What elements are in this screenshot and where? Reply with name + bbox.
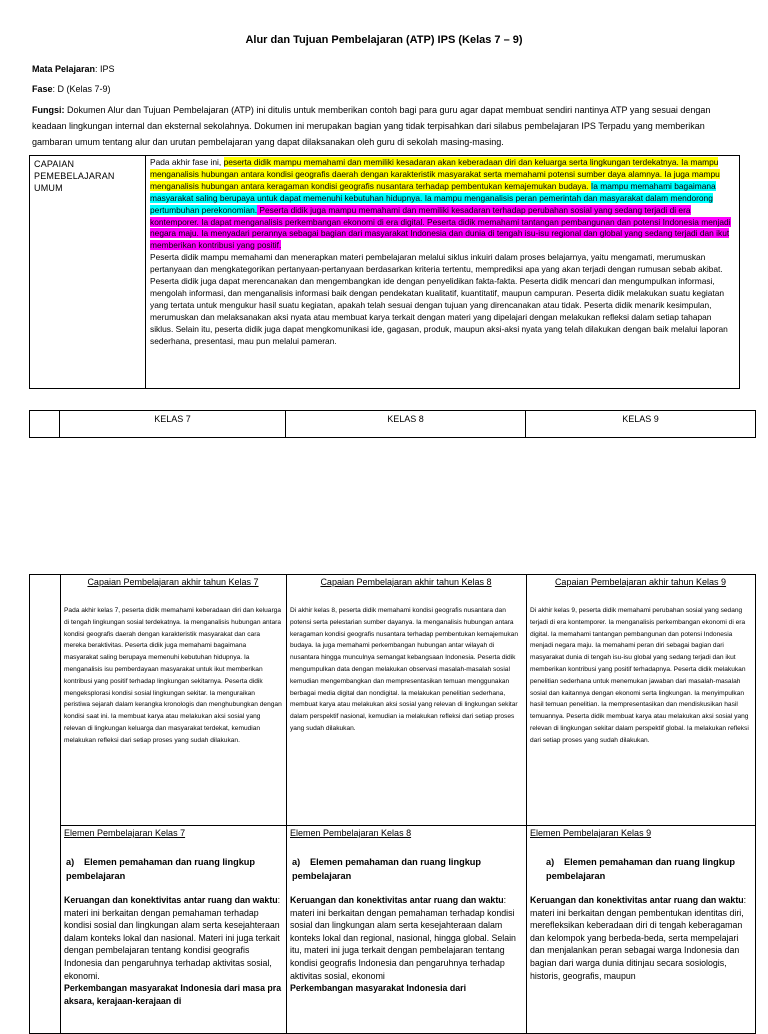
fungsi-paragraph <box>32 102 740 150</box>
elemen-kelas-7-body <box>64 894 282 1007</box>
cp-highlight-yellow: peserta didik mampu memahami dan memiliki kesadaran akan keberadaan diri dan keluarga serta lingkungan terdekatnya. Ia mampu menganalisis hubungan antara kondisi geografis daerah dengan karakteristik masyarakat serta memahami potensi sumber daya alamnya. Ia juga mampu menganalisis hubungan antara keragaman kondisi geografis nusantara terhadap pembentukan kemajemukan budaya. <box>150 157 720 191</box>
sub-text: Elemen pemahaman dan ruang lingkup pembelajaran <box>66 857 256 881</box>
sub-letter: a) <box>292 857 301 867</box>
document-title: Alur dan Tujuan Pembelajaran (ATP) IPS (Kelas 7 – 9) <box>245 34 523 46</box>
elemen-kelas-8-body <box>290 894 520 995</box>
cp-intro: Pada akhir fase ini, <box>150 157 224 167</box>
fungsi-text: Dokumen Alur dan Tujuan Pembelajaran (ATP) ini ditulis untuk memberikan contoh bagi para guru agar dapat membuat sendiri nantinya ATP yang sesuai dengan keadaan lingkungan internal dan eksternal sekolahnya. Dokumen ini merupakan bagian yang tidak terpisahkan dari silabus pembelajaran IPS Terpadu yang memberikan gambaran umum tentang alur dan urutan pembelajaran yang dapat dilaksanakan oleh guru di sekolah masing-masing. <box>32 105 711 147</box>
cp-kelas-9-heading: Capaian Pembelajaran akhir tahun Kelas 9 <box>554 577 727 587</box>
sub-letter: a) <box>546 857 555 867</box>
b2-title: Perkembangan masyarakat Indonesia dari masa pra aksara, kerajaan-kerajaan di <box>64 983 282 1006</box>
b1-text: : materi ini berkaitan dengan pemahaman terhadap kondisi sosial dan lingkungan alam serta kesejahteraan dalam konteks lokal dan nasional. Materi ini juga terkait dengan pembelajaran tentang kondisi geografis Indonesia dan pengaruhnya terhadap aktivitas sosial, ekonomi. <box>64 895 281 981</box>
cp-content <box>146 156 739 390</box>
sub-letter: a) <box>66 857 75 867</box>
cp-highlight-cyan: Ia mampu memahami bagaimana masyarakat saling berupaya untuk dapat memenuhi kebutuhan hidupnya. Ia mampu menganalisis peran pemerintah dan masyarakat dalam mendorong pertumbuhan perekonomian. <box>150 180 716 215</box>
b1-title: Keruangan dan konektivitas antar ruang dan waktu <box>290 895 504 905</box>
table-divider <box>60 575 61 1033</box>
b2-title: Perkembangan masyarakat Indonesia dari <box>290 983 467 994</box>
elemen-kelas-8-heading: Elemen Pembelajaran Kelas 8 <box>290 828 412 838</box>
cp-kelas-8-heading: Capaian Pembelajaran akhir tahun Kelas 8 <box>320 577 492 587</box>
sub-text: Elemen pemahaman dan ruang lingkup pembelajaran <box>546 857 736 881</box>
capaian-pembelajaran-table <box>29 155 740 389</box>
cp-label: CAPAIAN PEMEBELAJARAN UMUM <box>30 156 146 388</box>
fase-value: : D (Kelas 7-9) <box>52 84 111 94</box>
fase-line <box>32 84 111 94</box>
elemen-kelas-7-sub <box>66 855 280 883</box>
kelas-9-header: KELAS 9 <box>622 414 659 424</box>
elemen-kelas-9-body <box>530 894 752 982</box>
b1-text: : materi ini berkaitan dengan pembentukan identitas diri, merefleksikan keberadaan diri di tengah keberagaman dan kelompok yang berbeda-beda, serta mempelajari dan menjalankan peran sebagai warga Indonesia dan bagian dari warga dunia ditinjau secara sosiologis, historis, geografis, maupun <box>530 895 747 981</box>
cp-kelas-7-text: Pada akhir kelas 7, peserta didik memahami keberadaan diri dan keluarga di tengah lingkungan sosial terdekatnya. Ia menganalisis hubungan antara kondisi geografis daerah dengan karakteristik masyarakat dan cara mereka beraktivitas. Peserta didik juga memahami bagaimana masyarakat saling berupaya memenuhi kebutuhan hidupnya. Ia menganalisis isu pemberdayaan masyarakat untuk ikut memberikan kontribusi yang positif terhadap lingkungan sekitarnya. Peserta didik mengeksplorasi kondisi sosial lingkungan sekitar. Ia menguraikan peristiwa sejarah dalam kerangka kronologis dan menghubungkan dengan kondisi saat ini. Ia membuat karya atau melakukan aksi sosial yang relevan di lingkungan keluarga dan masyarakat terdekat, kemudian melakukan refleksi dari setiap proses yang sudah dilakukan. <box>64 607 282 744</box>
table-divider <box>286 575 287 1033</box>
b1-text: : materi ini berkaitan dengan pemahaman terhadap kondisi sosial dan lingkungan alam serta kesejahteraan dalam konteks lokal dan regional, nasional, hingga global. Selain itu, materi ini juga terkait dengan pembelajaran tentang kondisi geografis Indonesia dan pengaruhnya terhadap aktivitas sosial, ekonomi <box>290 895 516 981</box>
table-row-divider <box>60 825 755 826</box>
kelas-header-table <box>29 410 756 438</box>
table-divider <box>526 575 527 1033</box>
mata-pelajaran-label: Mata Pelajaran <box>32 64 96 74</box>
elemen-kelas-7-heading: Elemen Pembelajaran Kelas 7 <box>64 828 186 838</box>
kelas-8-header: KELAS 8 <box>286 411 526 437</box>
kelas-7-header: KELAS 7 <box>60 411 286 437</box>
fungsi-label: Fungsi: <box>32 105 65 115</box>
elemen-kelas-9-sub <box>546 855 752 883</box>
mata-pelajaran-line <box>32 64 115 74</box>
cp-kelas-8-text: Di akhir kelas 8, peserta didik memahami kondisi geografis nusantara dan potensi serta pelestarian sumber dayanya. Ia menganalisis hubungan antara keragaman kondisi geografis nusantara terhadap pembentukan kemajemukan budaya. Ia juga memahami perkembangan hubungan antar wilayah di nusantara hingga munculnya semangat kebangsaan Indonesia. Peserta didik mengumpulkan data dengan melakukan observasi masalah-masalah sosial kemudian mengembangkan dan mempresentasikan temuan menggunakan berbagai media digital dan nondigital. Ia melakukan penelitian sederhana, membuat karya atau melakukan aksi sosial yang relevan di lingkungan sekitar dalam perspektif nasional, kemudian ia melakukan refleksi dari setiap proses yang sudah dilakukan. <box>290 607 518 732</box>
elemen-kelas-8-sub <box>292 855 520 883</box>
cp-highlight-magenta: Peserta didik juga mampu memahami dan memiliki kesadaran terhadap perubahan sosial yang sedang terjadi di era kontemporer. Ia dapat menganalisis perkembangan ekonomi di era digital. Peserta didik memahami tantangan pembangunan dan potensi Indonesia menjadi negara maju. Ia menyadari perannya sebagai bagian dari masyarakat Indonesia dan dunia di tengah isu-isu regional dan global yang sedang terjadi dan ikut memberikan kontribusi yang positif. <box>150 204 731 251</box>
fase-label: Fase <box>32 84 53 94</box>
kelas-empty-cell <box>30 411 60 437</box>
sub-text: Elemen pemahaman dan ruang lingkup pembelajaran <box>292 857 482 881</box>
kelas-detail-table <box>29 574 756 1034</box>
cp-kelas-9-text: Di akhir kelas 9, peserta didik memahami perubahan sosial yang sedang terjadi di era kontemporer. Ia menganalisis perkembangan ekonomi di era digital. Ia memahami tantangan pembangunan dan potensi Indonesia menjadi negara maju. Ia memahami peran diri sebagai bagian dari masyarakat dunia di tengah isu-isu global yang sedang terjadi dan ikut memberikan kontribusi yang positif terhadapnya. Peserta didik melakukan penelitian sederhana untuk menemukan jawaban dari masalah-masalah sosial dan kaitannya dengan ekonomi serta lingkungan. Ia menyimpulkan hasil temuan penelitian. Ia mempresentasikan dan mendiskusikan hasil temuannya. Peserta didik membuat karya atau melakukan aksi sosial yang relevan di lingkungan sekitar dalam perspektif global. Ia melakukan refleksi dari setiap proses yang sudah dilakukan. <box>530 607 749 744</box>
elemen-kelas-9-heading: Elemen Pembelajaran Kelas 9 <box>530 828 652 838</box>
b1-title: Keruangan dan konektivitas antar ruang dan waktu <box>530 895 744 905</box>
mata-pelajaran-value: : IPS <box>95 64 115 74</box>
cp-kelas-7-heading: Capaian Pembelajaran akhir tahun Kelas 7 <box>87 577 259 587</box>
cp-rest: Peserta didik mampu memahami dan menerapkan materi pembelajaran melalui siklus inkuiri dalam proses belajarnya, yaitu mengamati, merumuskan pertanyaan dan mengkategorikan pertanyaan-pertanyaan berdasarkan kriteria tertentu, memprediksi apa yang akan terjadi dengan rumusan sebab akibat. Peserta didik juga dapat merencanakan dan mengembangkan ide dengan penyelidikan fakta-fakta. Peserta didik mencari dan mengumpulkan informasi, mengolah informasi, dan menganalisis informasi baik dengan pendekatan kualitatif, kuantitatif, maupun campuran. Peserta didik melakukan suatu kegiatan yang tertata untuk mengukur hasil suatu kegiatan, apakah telah sesuai dengan tujuan yang direncanakan atau tidak. Peserta didik menarik kesimpulan, merumuskan dan melaksanakan aksi nyata atau membuat karya terkait dengan materi yang dipelajari dengan melakukan refleksi dalam setiap tahapan siklus. Selain itu, peserta didik juga dapat mengkomunikasi ide, gagasan, produk, maupun aksi-aksi nyata yang telah dilakukan dengan baik melalui laporan sederhana, presentasi, mau pun melalui pameran. <box>150 252 728 346</box>
b1-title: Keruangan dan konektivitas antar ruang dan waktu <box>64 895 278 905</box>
